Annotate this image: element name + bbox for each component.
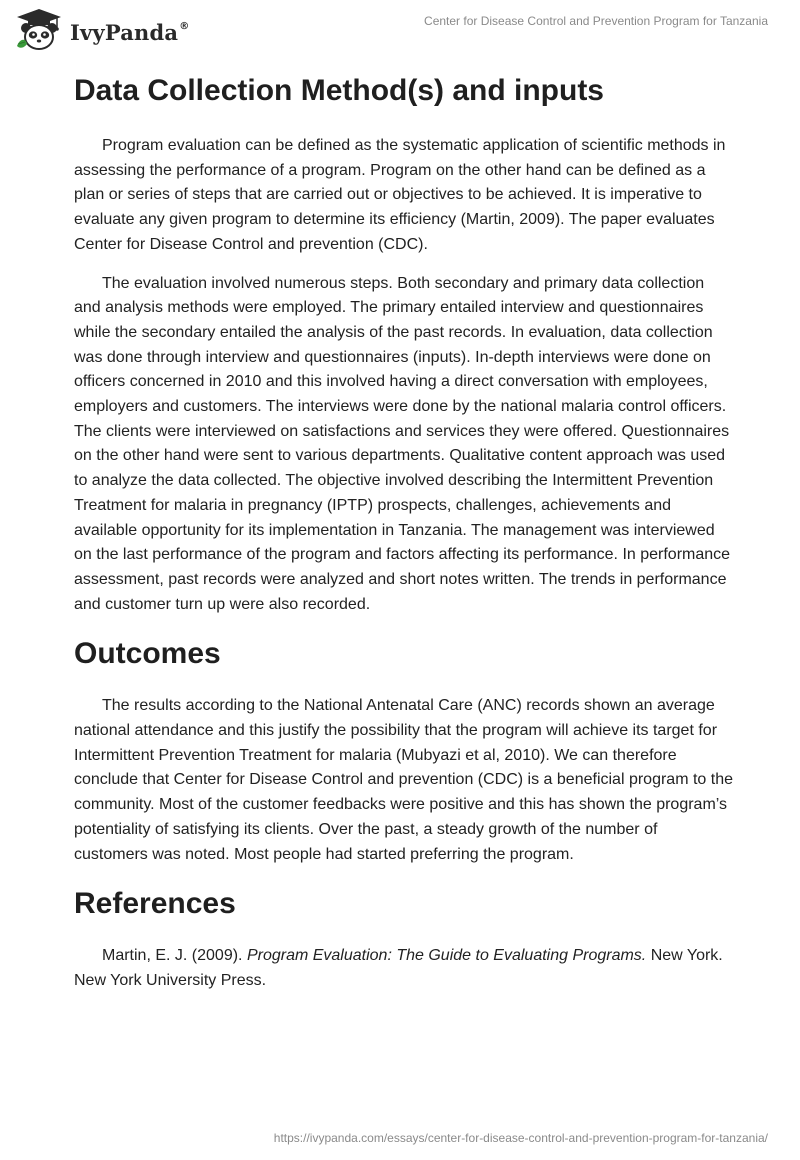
section-heading-outcomes: Outcomes [74, 637, 221, 671]
paragraph-program-evaluation: Program evaluation can be defined as the systematic application of scientific methods in assessing the performance of a program. Program on the other hand can be defined as a plan or series of steps that are carried out or objectives to be achieved. It is imperative to evaluate any given program to determine its efficiency (Martin, 2009). The paper evaluates Center for Disease Control and prevention (CDC). [74, 137, 726, 253]
document-title: Center for Disease Control and Prevention Program for Tanzania [424, 14, 768, 28]
paragraph-outcomes: The results according to the National Antenatal Care (ANC) records shown an average national attendance and this justify the possibility that the program will achieve its target for Intermittent Prevention Treatment for malaria (Mubyazi et al, 2010). We can therefore conclude that Center for Disease Control and prevention (CDC) is a beneficial program to the community. Most of the customer feedbacks were positive and this has shown the program’s potentiality of satisfying its clients. Over the past, a steady growth of the number of customers was noted. Most people had started preferring the program. [74, 697, 733, 863]
essay-content [74, 70, 734, 994]
section-heading-data-collection: Data Collection Method(s) and inputs [74, 74, 604, 107]
registered-mark: ® [179, 20, 190, 32]
reference-author: Martin, E. J. (2009). [102, 947, 247, 965]
logo-wordmark: IvyPanda® [70, 19, 190, 45]
reference-title: Program Evaluation: The Guide to Evaluating Programs. [246, 947, 647, 965]
site-logo[interactable] [14, 8, 189, 52]
panda-graduate-icon [14, 8, 64, 52]
page-header [0, 0, 800, 60]
paragraph-evaluation-steps: The evaluation involved numerous steps. Both secondary and primary data collection and analysis methods were employed. The primary entailed interview and questionnaires while the secondary entailed the analysis of the past records. In evaluation, data collection was done through interview and questionnaires (inputs). In-depth interviews were done on officers concerned in 2010 and this involved having a direct conversation with employees, employers and customers. The interviews were done by the national malaria control officers. The clients were interviewed on satisfactions and services they were offered. Questionnaires on the other hand were sent to various departments. Qualitative content approach was used to analyze the data collected. The objective involved describing the Intermittent Prevention Treatment for malaria in pregnancy (IPTP) prospects, challenges, achievements and available opportunity for its implementation in Tanzania. The management was interviewed on the last performance of the program and factors affecting its performance. In performance assessment, past records were analyzed and short notes written. The trends in performance and customer turn up were also recorded. [74, 274, 731, 613]
source-url-link[interactable]: https://ivypanda.com/essays/center-for-disease-control-and-prevention-program-for-tanzania/ [273, 1131, 768, 1145]
section-heading-references: References [74, 887, 236, 921]
reference-publisher: New York. New York University Press. [74, 947, 723, 989]
reference-entry [74, 944, 734, 993]
